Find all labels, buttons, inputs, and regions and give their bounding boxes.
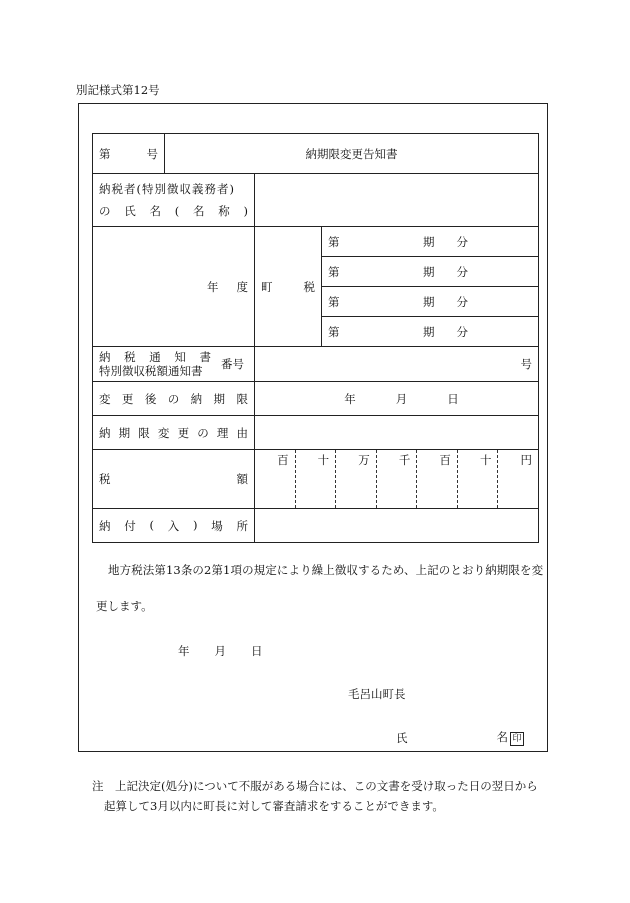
payment-place-value[interactable] [255,509,539,543]
tax-amount-label: 税 額 [93,450,255,509]
new-deadline-char: 更 [121,391,134,406]
new-deadline-char: 変 [99,391,111,406]
reason-char: 更 [177,425,190,440]
installment-4: 第 期 分 [322,317,539,347]
body-text-line-1: 地方税法第13条の2第1項の規定により繰上徴収するため、上記のとおり納期限を変 [108,563,544,577]
taxpayer-name-char: 名 [193,204,205,218]
new-deadline-label [93,382,255,416]
taxpayer-name-char: ) [243,204,248,218]
digit-column: 千 [377,450,418,508]
notice-char: 税 [124,350,136,364]
reason-char: 納 [99,425,111,440]
reason-char: 期 [118,425,131,440]
notice-char: 納 [99,350,111,364]
taxpayer-name-char: 称 [218,204,230,218]
reason-char: 限 [138,425,150,440]
reason-char: 由 [236,425,248,440]
digit-column: 万 [336,450,377,508]
new-deadline-char: の [167,391,180,406]
notice-char: 書 [199,350,211,364]
notice-number-label: 納 税 通 知 書 特別徴収税額通知書 番号 [93,347,255,382]
installment-3: 第 期 分 [322,287,539,317]
reason-char: 理 [216,425,229,440]
payment-place-char: 入 [167,518,180,533]
payment-place-char: 場 [211,518,223,533]
payment-place-char: 納 [99,518,111,533]
new-deadline-row [93,382,539,416]
reason-label [93,416,255,450]
reason-value[interactable] [255,416,539,450]
number-cell: 第 号 [93,134,165,174]
taxpayer-name-char: の [99,204,111,218]
digit-column: 百 [255,450,296,508]
payment-place-row [93,509,539,543]
taxpayer-name-value[interactable] [255,174,539,227]
form-number: 別記様式第12号 [76,83,160,97]
new-deadline-char: 限 [236,391,248,406]
new-deadline-char: 納 [190,391,203,406]
taxpayer-label: 納税者(特別徴収義務者) の 氏 名 ( 名 称 ) [93,174,255,227]
payment-place-label [93,509,255,543]
notice-char: 知 [174,350,186,364]
issuer: 毛呂山町長 [348,687,406,701]
new-deadline-value[interactable]: 年 月 日 [255,382,539,416]
taxpayer-row [93,174,539,227]
tax-type-cell: 町 税 [255,227,322,347]
new-deadline-char: 後 [144,391,157,406]
notice-char: 通 [149,350,161,364]
notice-number-row [93,347,539,382]
taxpayer-name-char: ( [174,204,180,218]
note-line-1: 注 上記決定(処分)について不服がある場合には、この文書を受け取った日の翌日から [92,779,538,793]
name-line: 氏 名 印 [396,729,524,746]
taxpayer-name-char: 氏 [124,204,136,218]
fiscal-year-cell: 年 度 [93,227,255,347]
document-title: 納期限変更告知書 [165,134,539,174]
installment-2: 第 期 分 [322,257,539,287]
reason-char: 変 [157,425,170,440]
body-text-line-2: 更します。 [96,599,153,613]
payment-place-char: 付 [124,518,136,533]
digit-column: 百 [417,450,458,508]
tax-amount-row [93,450,539,509]
digit-column: 十 [296,450,337,508]
payment-place-char: 所 [236,518,248,533]
reason-char: の [197,425,209,440]
taxpayer-name-char: 名 [149,204,161,218]
payment-place-char: ) [193,517,198,532]
title-row [93,134,539,174]
notice-table [92,133,539,543]
new-deadline-char: 期 [213,391,226,406]
tax-amount-value[interactable] [255,450,539,509]
digit-column: 十 [458,450,499,508]
reason-row [93,416,539,450]
seal-mark: 印 [510,732,524,746]
note-line-2: 起算して3月以内に町長に対して審査請求をすることができます。 [104,799,444,813]
notice-number-value[interactable]: 号 [255,347,539,382]
digit-column: 円 [520,453,533,467]
payment-place-char: ( [149,517,154,532]
issue-date: 年 月 日 [178,644,263,658]
installment-1: 第 期 分 [322,227,539,257]
installment-row-1 [93,227,539,257]
